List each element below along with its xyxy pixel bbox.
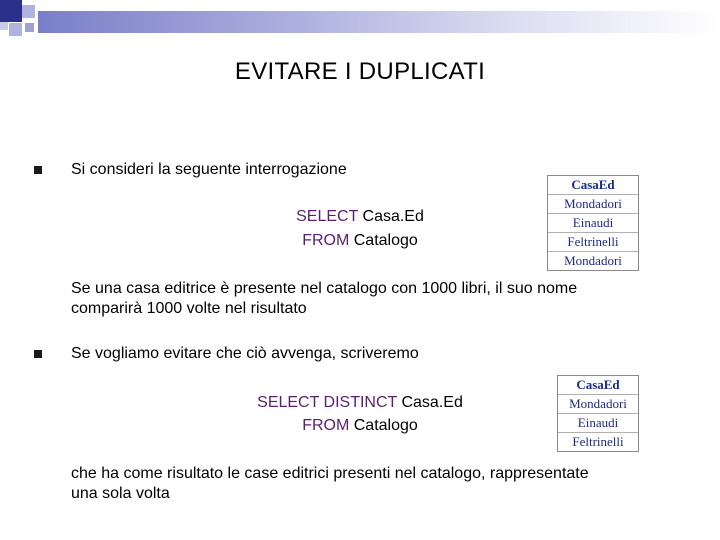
header-gradient-bar <box>38 11 720 33</box>
explanation-text: una sola volta <box>71 485 170 502</box>
table-row: Feltrinelli <box>572 434 624 449</box>
table-row: Einaudi <box>548 214 638 233</box>
table-row: Feltrinelli <box>548 233 638 252</box>
sql-text: Casa.Ed <box>397 394 463 411</box>
table-row: Mondadori <box>558 395 638 414</box>
result-table <box>557 375 639 452</box>
bullet-icon <box>34 166 42 174</box>
sql-select-line <box>180 207 540 227</box>
bullet-text: Se vogliamo evitare che ciò avvenga, scriveremo <box>71 345 419 362</box>
table-row: Mondadori <box>548 195 638 214</box>
sql-keyword: SELECT <box>296 208 359 225</box>
sql-keyword: SELECT DISTINCT <box>257 394 398 411</box>
slide-title: EVITARE I DUPLICATI <box>234 58 486 85</box>
table-header: CasaEd <box>558 376 638 395</box>
table-row: Einaudi <box>558 414 638 433</box>
sql-keyword: FROM <box>302 417 350 434</box>
sql-text: Catalogo <box>349 417 418 434</box>
bullet-text: Si consideri la seguente interrogazione <box>71 161 347 178</box>
result-table <box>547 175 639 271</box>
sql-keyword: FROM <box>302 232 350 249</box>
explanation-text: comparirà 1000 volte nel risultato <box>71 300 307 317</box>
decor-square <box>22 5 35 18</box>
decor-square <box>0 0 22 22</box>
table-header: CasaEd <box>548 176 638 195</box>
sql-select-line <box>180 393 540 413</box>
explanation-text: che ha come risultato le case editrici presenti nel catalogo, rappresentate <box>71 465 589 482</box>
decor-square <box>25 23 34 32</box>
explanation-text: Se una casa editrice è presente nel catalogo con 1000 libri, il suo nome <box>71 280 578 297</box>
sql-text: Catalogo <box>349 232 418 249</box>
decor-square <box>0 22 8 30</box>
table-row: Mondadori <box>564 253 622 268</box>
decor-square <box>9 23 22 36</box>
sql-from-line <box>180 416 540 436</box>
bullet-icon <box>34 350 42 358</box>
sql-text: Casa.Ed <box>358 208 424 225</box>
sql-from-line <box>180 231 540 251</box>
